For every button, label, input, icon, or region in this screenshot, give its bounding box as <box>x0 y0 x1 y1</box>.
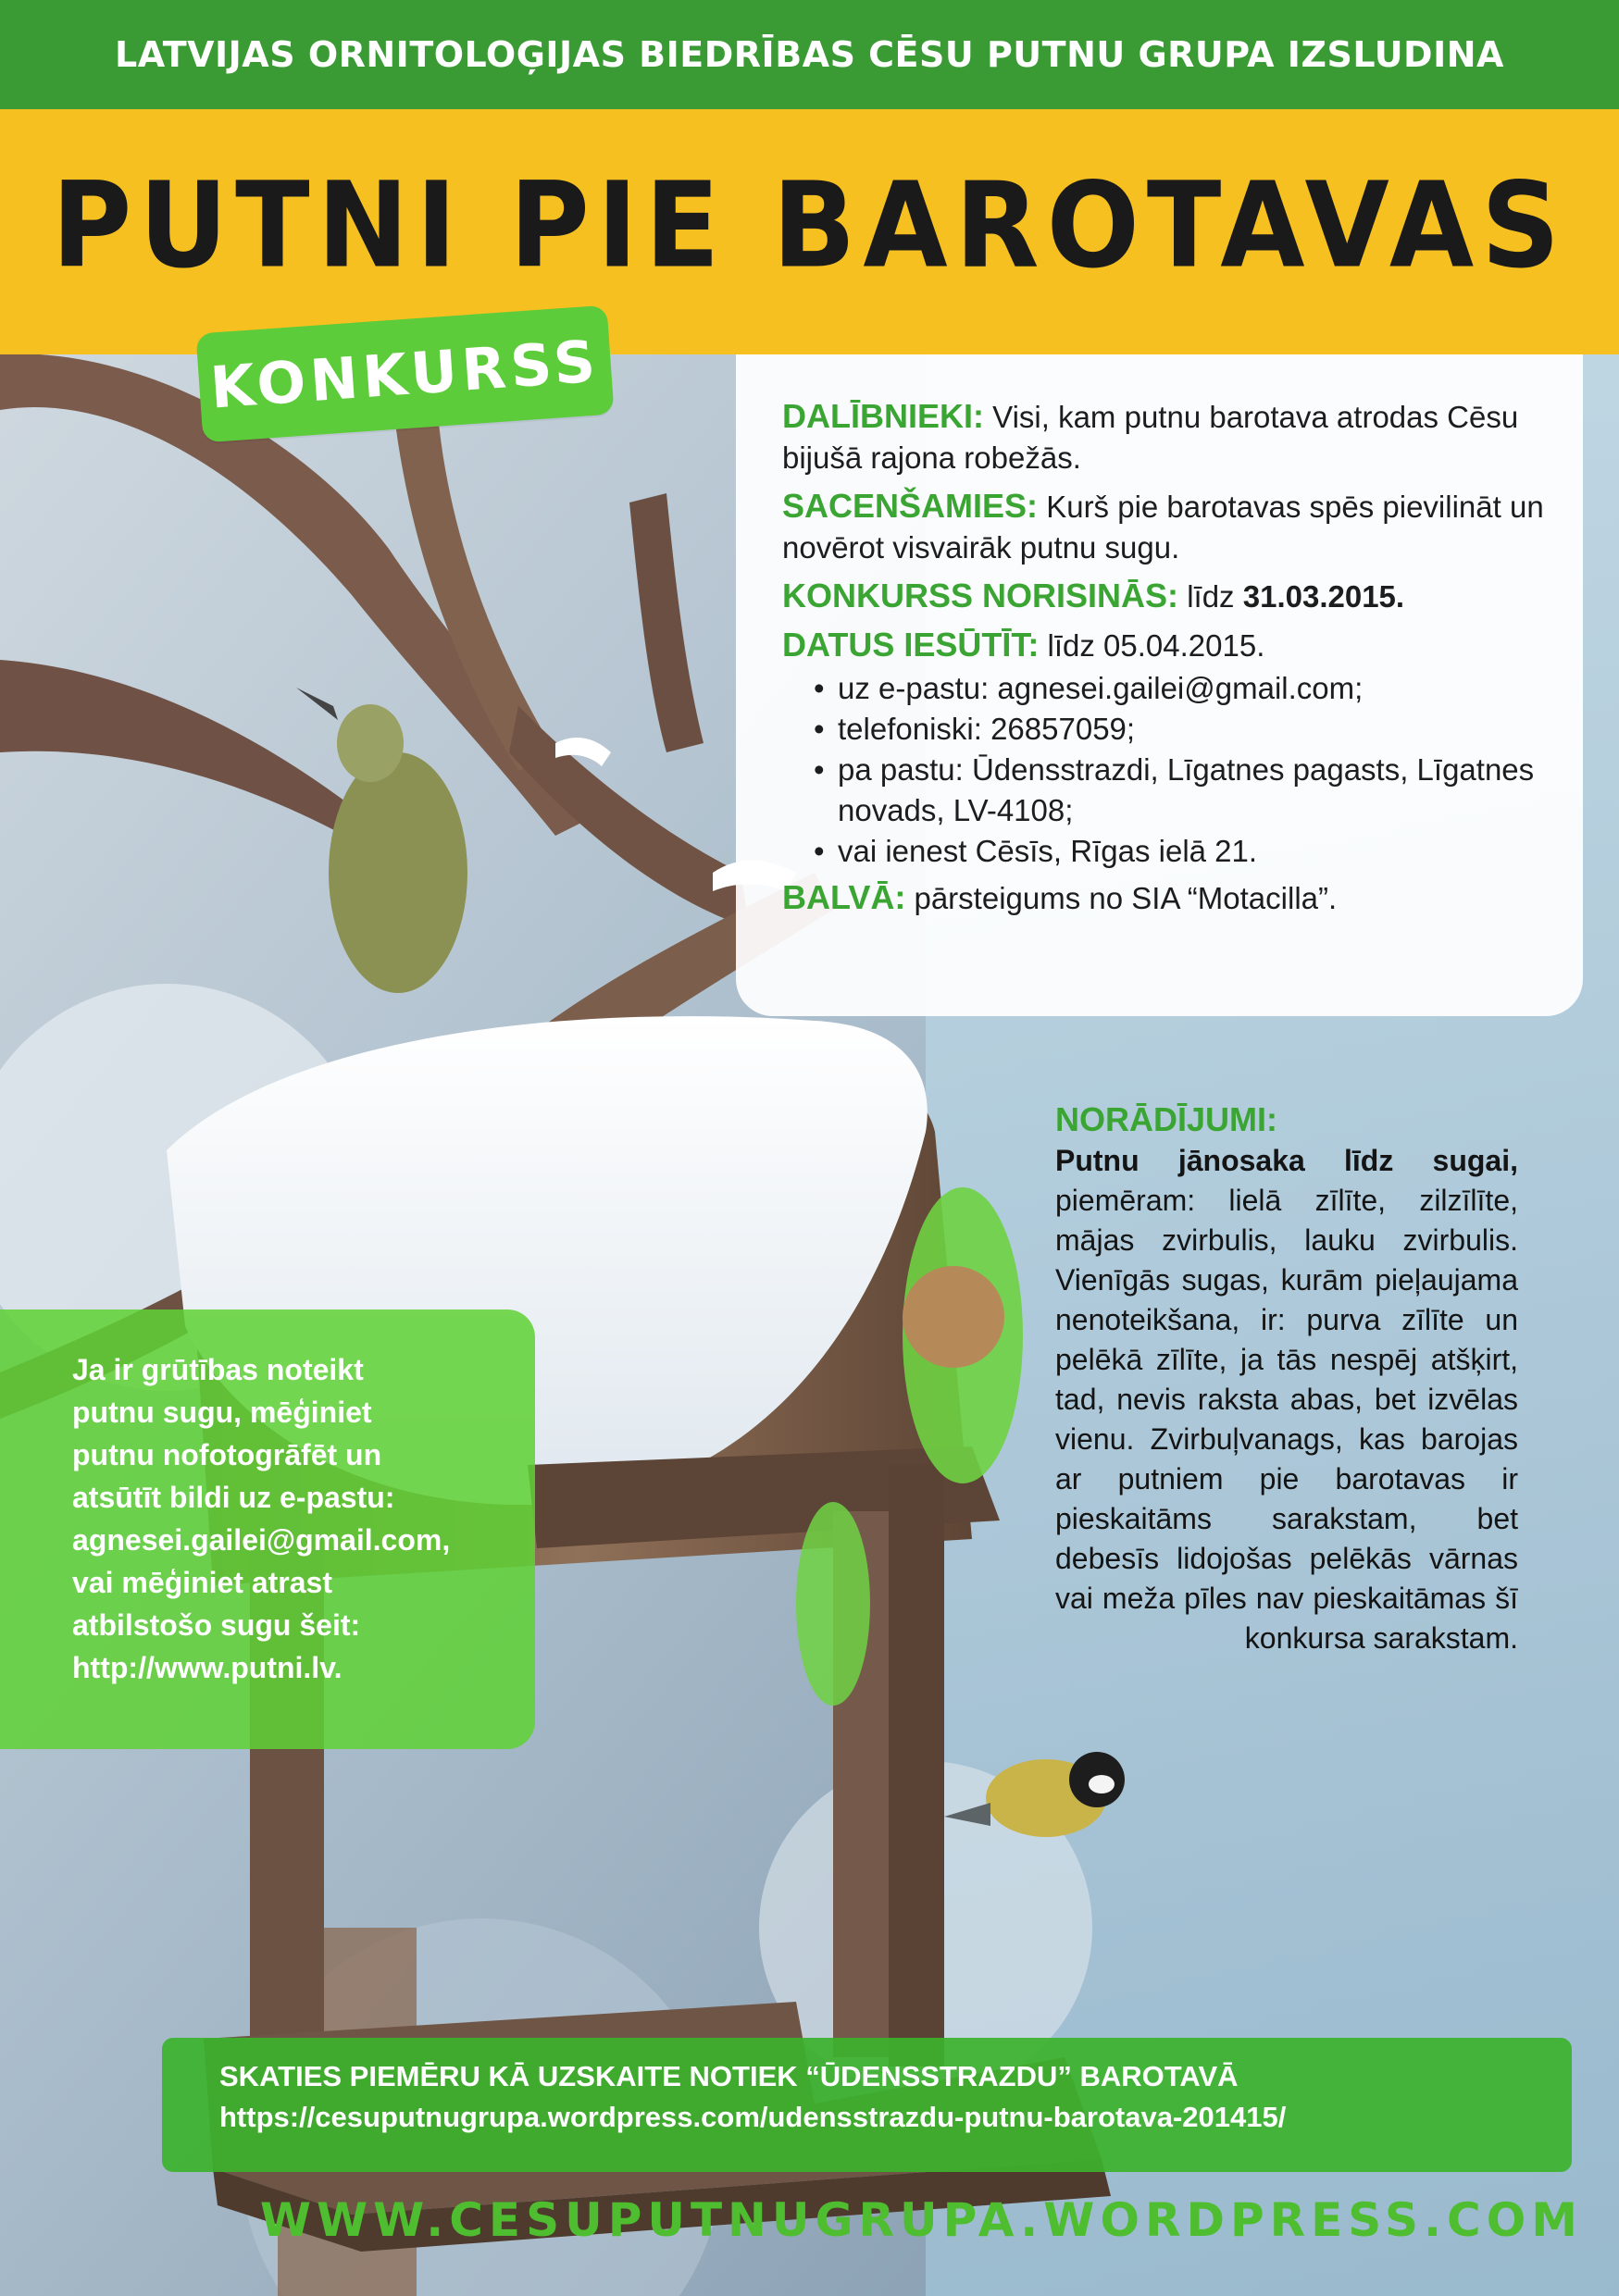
compete <box>782 486 1546 568</box>
example-link-box <box>162 2038 1572 2172</box>
instructions-text <box>1055 1141 1518 1658</box>
contest-period-label: KONKURSS NORISINĀS: <box>782 577 1179 614</box>
hint-line: atsūtīt bildi uz e-pastu: <box>72 1481 395 1514</box>
contest-end-date: 31.03.2015. <box>1242 579 1405 614</box>
submit-option: • pa pastu: Ūdensstrazdi, Līgatnes pagasts, Līgatnes novads, LV-4108; <box>838 750 1546 831</box>
hint-email[interactable]: agnesei.gailei@gmail.com, <box>72 1523 451 1557</box>
compete-label: SACENŠAMIES: <box>782 487 1039 525</box>
hint-line: Ja ir grūtības noteikt <box>72 1353 364 1386</box>
hint-line: atbilstošo sugu šeit: <box>72 1608 361 1642</box>
contest-period-prefix: līdz <box>1178 579 1243 614</box>
participants <box>782 396 1546 478</box>
poster-title: PUTNI PIE BAROTAVAS <box>51 155 1568 294</box>
instructions-body: piemēram: lielā zīlīte, zilzīlīte, mājas zvirbulis, lauku zvirbulis. Vienīgās sugas, kurām pieļaujama nenoteikšana, ir: purva zīlīte un pelēkā zīlīte, ja tās nespēj atšķirt, tad, nevis raksta abas, bet izvēlas vienu. Zvirbuļvanags, kas barojas ar putniem pie barotavas ir pieskaitāms sarakstam, bet debesīs lidojošas pelēkās vārnas vai meža pīles nav pieskaitāmas šī konkursa sarakstam. <box>1055 1184 1518 1655</box>
prize-text: pārsteigums no SIA “Motacilla”. <box>905 881 1338 915</box>
organizer-text: LATVIJAS ORNITOLOĢIJAS BIEDRĪBAS CĒSU PUTNU GRUPA IZSLUDINA <box>115 34 1504 75</box>
website-link[interactable]: WWW.CESUPUTNUGRUPA.WORDPRESS.COM <box>259 2193 1583 2247</box>
organizer-banner <box>0 0 1619 109</box>
prize-label: BALVĀ: <box>782 878 906 916</box>
title-banner <box>0 109 1619 354</box>
instructions-block <box>1055 1099 1518 1658</box>
hint-line: vai mēģiniet atrast <box>72 1566 332 1599</box>
submit-option: • vai ienest Cēsīs, Rīgas ielā 21. <box>838 831 1546 872</box>
badge-text: KONKURSS <box>207 326 603 422</box>
submit-data <box>782 625 1546 666</box>
contest-period <box>782 576 1546 617</box>
hint-line: putnu sugu, mēģiniet <box>72 1396 372 1429</box>
submit-option: • uz e-pastu: agnesei.gailei@gmail.com; <box>838 668 1546 709</box>
submit-option: • telefoniski: 26857059; <box>838 709 1546 750</box>
instructions-lead: Putnu jānosaka līdz sugai, <box>1055 1144 1518 1177</box>
prize <box>782 877 1546 919</box>
instructions-heading: NORĀDĪJUMI: <box>1055 1100 1277 1138</box>
submit-options-list <box>782 668 1546 872</box>
participants-text: Visi, kam putnu barotava atrodas Cēsu bijušā rajona robežās. <box>782 400 1519 475</box>
example-text: SKATIES PIEMĒRU KĀ UZSKAITE NOTIEK “ŪDENSSTRAZDU” BAROTAVĀ <box>219 2060 1239 2092</box>
submit-label: DATUS IESŪTĪT: <box>782 626 1040 664</box>
example-url-link[interactable]: https://cesuputnugrupa.wordpress.com/udensstrazdu-putnu-barotava-201415/ <box>219 2101 1287 2133</box>
identification-hint-box <box>0 1309 535 1749</box>
compete-text: Kurš pie barotavas spēs pievilināt un novērot visvairāk putnu sugu. <box>782 490 1544 565</box>
hint-line: putnu nofotogrāfēt un <box>72 1438 382 1471</box>
contest-info-box <box>736 354 1583 1016</box>
participants-label: DALĪBNIEKI: <box>782 397 984 435</box>
hint-link[interactable]: http://www.putni.lv. <box>72 1651 342 1684</box>
submit-text: līdz 05.04.2015. <box>1039 628 1265 663</box>
